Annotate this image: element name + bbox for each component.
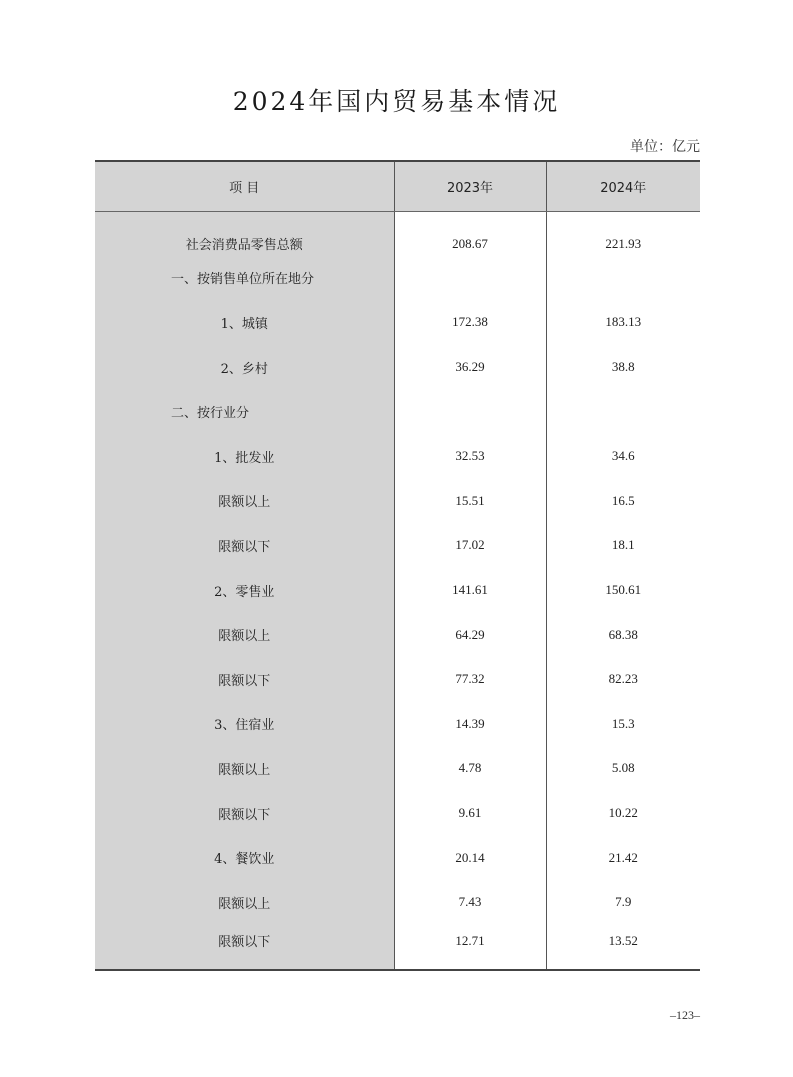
- value-2024: 16.5: [546, 479, 700, 524]
- value-2024: 13.52: [546, 925, 700, 970]
- value-2023: 7.43: [394, 880, 546, 925]
- table-row: [95, 657, 700, 702]
- table-row: [95, 389, 700, 434]
- table-bottom-rule: [95, 969, 700, 971]
- header-2023: 2023年: [394, 161, 546, 211]
- trade-table-container: [95, 160, 700, 971]
- value-2023: 4.78: [394, 746, 546, 791]
- value-2024: 21.42: [546, 835, 700, 880]
- trade-table: [95, 160, 700, 969]
- row-label: 一、按销售单位所在地分: [95, 256, 394, 301]
- value-2023: 17.02: [394, 523, 546, 568]
- page-title: 2024年国内贸易基本情况: [232, 87, 561, 116]
- table-header-row: [95, 161, 700, 211]
- value-2023: 14.39: [394, 702, 546, 747]
- row-label: 限额以上: [95, 612, 394, 657]
- value-2023: 20.14: [394, 835, 546, 880]
- value-2024: 82.23: [546, 657, 700, 702]
- row-label: 限额以上: [95, 746, 394, 791]
- page-number: –123–: [670, 1008, 700, 1022]
- table-row: [95, 434, 700, 479]
- value-2024: 150.61: [546, 568, 700, 613]
- row-label: 3、住宿业: [95, 702, 394, 747]
- table-row: [95, 300, 700, 345]
- value-2023: 36.29: [394, 345, 546, 390]
- table-row: [95, 702, 700, 747]
- value-2024: 10.22: [546, 791, 700, 836]
- table-row: [95, 791, 700, 836]
- value-2023: 15.51: [394, 479, 546, 524]
- value-2024: 183.13: [546, 300, 700, 345]
- row-label: 1、批发业: [95, 434, 394, 479]
- value-2023: 32.53: [394, 434, 546, 479]
- table-row: [95, 256, 700, 301]
- value-2024: 34.6: [546, 434, 700, 479]
- row-label: 2、乡村: [95, 345, 394, 390]
- row-label: 限额以下: [95, 791, 394, 836]
- value-2023: 9.61: [394, 791, 546, 836]
- table-row: [95, 925, 700, 970]
- row-label: 4、餐饮业: [95, 835, 394, 880]
- value-2023: 64.29: [394, 612, 546, 657]
- unit-label: 单位：亿元: [630, 139, 700, 155]
- header-item: 项 目: [95, 161, 394, 211]
- value-2024: 7.9: [546, 880, 700, 925]
- value-2023: [394, 256, 546, 301]
- row-label: 1、城镇: [95, 300, 394, 345]
- value-2023: 12.71: [394, 925, 546, 970]
- row-label: 限额以下: [95, 925, 394, 970]
- value-2024: [546, 256, 700, 301]
- row-label: 限额以上: [95, 479, 394, 524]
- value-2024: 221.93: [546, 211, 700, 256]
- row-label: 限额以下: [95, 523, 394, 568]
- table-row: [95, 880, 700, 925]
- row-label: 限额以上: [95, 880, 394, 925]
- row-label: 限额以下: [95, 657, 394, 702]
- table-body: [95, 211, 700, 969]
- value-2024: 5.08: [546, 746, 700, 791]
- value-2024: 68.38: [546, 612, 700, 657]
- table-row: [95, 612, 700, 657]
- value-2024: [546, 389, 700, 434]
- table-row: [95, 568, 700, 613]
- value-2023: 208.67: [394, 211, 546, 256]
- value-2023: 172.38: [394, 300, 546, 345]
- table-row: [95, 479, 700, 524]
- header-2024: 2024年: [546, 161, 700, 211]
- value-2024: 18.1: [546, 523, 700, 568]
- value-2023: 141.61: [394, 568, 546, 613]
- table-row: [95, 345, 700, 390]
- row-label: 社会消费品零售总额: [95, 211, 394, 256]
- table-row: [95, 835, 700, 880]
- value-2023: [394, 389, 546, 434]
- table-row: [95, 746, 700, 791]
- value-2023: 77.32: [394, 657, 546, 702]
- row-label: 2、零售业: [95, 568, 394, 613]
- row-label: 二、按行业分: [95, 389, 394, 434]
- table-row: [95, 211, 700, 256]
- table-row: [95, 523, 700, 568]
- value-2024: 15.3: [546, 702, 700, 747]
- value-2024: 38.8: [546, 345, 700, 390]
